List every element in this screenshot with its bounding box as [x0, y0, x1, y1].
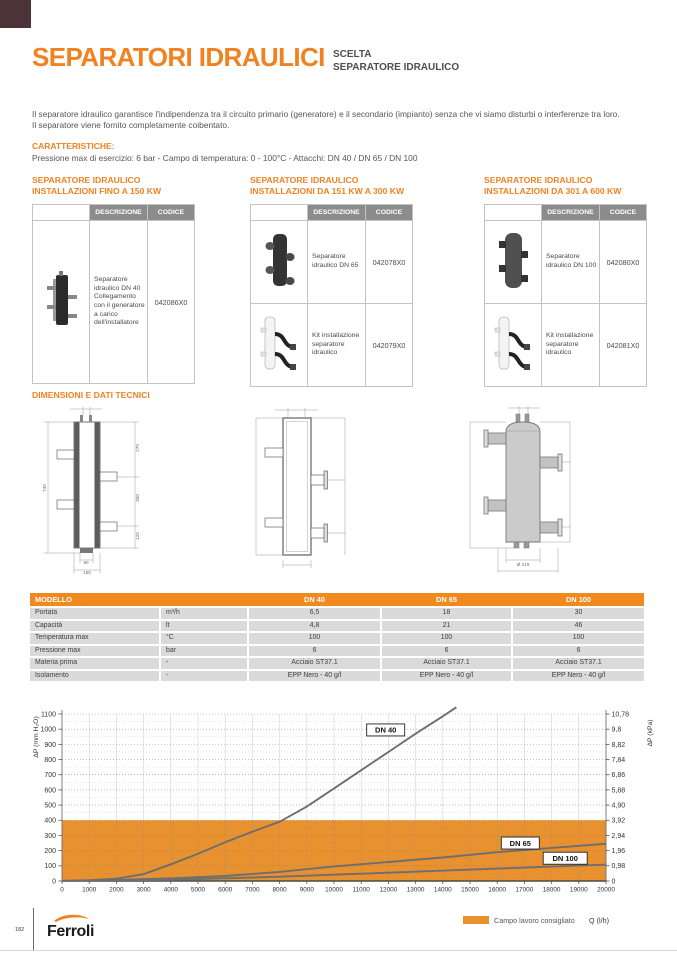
- product-description: Kit installazione separatore idraulico: [542, 304, 600, 387]
- y-tick-label-left: 500: [44, 802, 56, 810]
- x-axis-title: Q (l/h): [589, 916, 609, 925]
- column-header-codice: CODICE: [366, 205, 413, 221]
- y-tick-label-right: 9,8: [611, 726, 622, 734]
- drawing-dn65: [256, 408, 345, 568]
- dimension-label: 300: [135, 494, 140, 502]
- y-tick-label-right: 0,98: [611, 863, 626, 871]
- spec-row: [30, 671, 644, 682]
- product-table-dn100: [484, 204, 647, 387]
- spec-cell: 6,5: [249, 608, 380, 619]
- spec-cell: -: [161, 658, 247, 669]
- y-tick-label-left: 1000: [40, 726, 56, 734]
- x-tick-label: 11000: [352, 886, 370, 894]
- subtitle-line-2: SEPARATORE IDRAULICO: [333, 61, 460, 73]
- page-number: 182: [15, 927, 25, 933]
- photo-column-header: [251, 205, 308, 221]
- product-table-header-row: [33, 205, 195, 221]
- spec-cell: Acciaio ST37.1: [382, 658, 511, 669]
- dimensions-heading: DIMENSIONI E DATI TECNICI: [32, 390, 150, 400]
- product-code: 042086X0: [148, 221, 195, 384]
- product-description: Kit installazione separatore idraulico: [308, 304, 366, 387]
- logo-swoosh: [54, 915, 89, 922]
- spec-header-cell: DN 100: [565, 595, 592, 604]
- spec-cell: Isolamento: [30, 671, 159, 682]
- x-tick-label: 17000: [515, 886, 534, 894]
- x-tick-label: 0: [60, 886, 64, 894]
- spec-row: [30, 658, 644, 669]
- spec-cell: bar: [161, 646, 247, 657]
- y-axis-title-left: ΔP (mm H₂O): [33, 716, 40, 758]
- x-tick-label: 13000: [406, 886, 425, 894]
- product-photo: [251, 304, 308, 387]
- pressure-drop-chart: [0, 695, 677, 940]
- x-tick-label: 16000: [488, 886, 507, 894]
- y-tick-label-right: 5,88: [611, 787, 626, 795]
- spec-cell: 30: [513, 608, 644, 619]
- product-code: 042080X0: [600, 221, 647, 304]
- product-table-dn40: [32, 204, 195, 384]
- dimension-label: 150: [83, 570, 91, 575]
- spec-cell: °C: [161, 633, 247, 644]
- spec-cell: 4,8: [249, 621, 380, 632]
- photo-column-header: [33, 205, 90, 221]
- y-axis-title-right: ΔP (kPa): [647, 719, 654, 747]
- product-code: 042079X0: [366, 304, 413, 387]
- y-tick-label-left: 1100: [40, 711, 56, 719]
- spec-cell: 6: [513, 646, 644, 657]
- dimension-label: Ø 219: [516, 562, 530, 567]
- spec-row: [30, 608, 644, 619]
- spec-header-cell: DN 40: [304, 595, 325, 604]
- x-tick-label: 5000: [190, 886, 206, 894]
- x-tick-label: 1000: [82, 886, 97, 894]
- y-tick-label-left: 0: [52, 878, 56, 886]
- spec-header-cell: MODELLO: [35, 595, 72, 604]
- y-tick-label-right: 2,94: [611, 832, 626, 840]
- x-tick-label: 19000: [569, 886, 588, 894]
- x-tick-label: 6000: [218, 886, 233, 894]
- subtitle-line-1: SCELTA: [333, 49, 372, 60]
- y-tick-label-left: 800: [44, 756, 56, 764]
- y-tick-label-right: 1,96: [611, 848, 626, 856]
- product-table-dn65: [250, 204, 413, 387]
- series-label: DN 40: [375, 725, 397, 735]
- spec-cell: Pressione max: [30, 646, 159, 657]
- column-header-codice: CODICE: [148, 205, 195, 221]
- drawing-dn40: [44, 407, 139, 573]
- product-description: Separatore idraulico DN 100: [542, 221, 600, 304]
- spec-row: [30, 646, 644, 657]
- section-heading: SEPARATORE IDRAULICO INSTALLAZIONI FINO A 150 KW: [32, 175, 162, 196]
- spec-cell: 100: [249, 633, 380, 644]
- series-label: DN 100: [552, 854, 578, 864]
- product-photo: [485, 221, 542, 304]
- page-title: SEPARATORI IDRAULICI: [32, 42, 325, 72]
- spec-cell: Temperatura max: [30, 633, 159, 644]
- legend-band-label: Campo lavoro consigliato: [494, 916, 575, 925]
- y-tick-label-left: 200: [44, 848, 56, 856]
- x-tick-label: 18000: [542, 886, 561, 894]
- spec-row: [30, 633, 644, 644]
- y-tick-label-left: 600: [44, 787, 56, 795]
- spec-cell: Portata: [30, 608, 159, 619]
- spec-cell: EPP Nero - 40 g/l: [513, 671, 644, 682]
- column-header-descrizione: DESCRIZIONE: [308, 205, 366, 221]
- technical-drawings: [0, 400, 677, 590]
- features-text: Pressione max di esercizio: 6 bar - Campo di temperatura: 0 - 100°C - Attacchi: DN 40 / DN 65 / DN 100: [32, 153, 418, 163]
- product-section-dn100: [484, 175, 644, 387]
- spec-cell: Materia prima: [30, 658, 159, 669]
- product-code: 042081X0: [600, 304, 647, 387]
- y-tick-label-right: 7,84: [611, 756, 626, 764]
- x-tick-label: 14000: [433, 886, 452, 894]
- y-tick-label-left: 700: [44, 772, 56, 780]
- product-description: Separatore idraulico DN 65: [308, 221, 366, 304]
- dimension-label: 270: [135, 444, 140, 452]
- product-row: [33, 221, 195, 384]
- spec-cell: Capacità: [30, 621, 159, 632]
- dimension-label: 740: [42, 484, 47, 492]
- product-section-dn40: [32, 175, 192, 384]
- intro-paragraph: [32, 109, 620, 130]
- legend-band-swatch: [463, 916, 489, 924]
- spec-cell: 6: [382, 646, 511, 657]
- column-header-descrizione: DESCRIZIONE: [90, 205, 148, 221]
- x-tick-label: 12000: [379, 886, 398, 894]
- spec-cell: Acciaio ST37.1: [513, 658, 644, 669]
- product-row: [251, 221, 413, 304]
- y-tick-label-right: 3,92: [611, 817, 626, 825]
- page-subtitle: [333, 49, 459, 74]
- ferroli-logo-graphic: [44, 913, 106, 943]
- page-bottom-edge: [0, 950, 677, 951]
- spec-cell: 46: [513, 621, 644, 632]
- product-photo: [33, 221, 90, 384]
- section-heading: SEPARATORE IDRAULICO INSTALLAZIONI DA 301 A 600 KW: [484, 175, 622, 196]
- product-row: [485, 304, 647, 387]
- y-tick-label-right: 10,78: [611, 711, 630, 719]
- spec-cell: m³/h: [161, 608, 247, 619]
- product-row: [251, 304, 413, 387]
- dimension-label: 90: [83, 560, 89, 565]
- dimension-label: 120: [135, 532, 140, 540]
- footer-divider: [33, 908, 34, 950]
- series-label: DN 65: [509, 838, 531, 848]
- photo-column-header: [485, 205, 542, 221]
- drawing-dn100: [470, 406, 570, 573]
- product-row: [485, 221, 647, 304]
- spec-cell: 6: [249, 646, 380, 657]
- y-tick-label-right: 0: [611, 878, 616, 886]
- y-tick-label-right: 8,82: [611, 741, 626, 749]
- y-tick-label-left: 100: [44, 863, 56, 871]
- corner-accent-square: [0, 0, 31, 28]
- y-tick-label-left: 400: [44, 817, 56, 825]
- spec-cell: EPP Nero - 40 g/l: [382, 671, 511, 682]
- column-header-codice: CODICE: [600, 205, 647, 221]
- x-tick-label: 20000: [597, 886, 615, 894]
- product-table-header-row: [251, 205, 413, 221]
- logo-wordmark: Ferroli: [47, 923, 94, 940]
- column-header-descrizione: DESCRIZIONE: [542, 205, 600, 221]
- x-tick-label: 9000: [299, 886, 314, 894]
- spec-cell: -: [161, 671, 247, 682]
- x-tick-label: 3000: [136, 886, 151, 894]
- product-photo: [485, 304, 542, 387]
- intro-line-1: Il separatore idraulico garantisce l'indipendenza tra il circuito primario (generatore) e il secondario (impianto) senza che vi siamo disturbi o interferenze tra loro.: [32, 109, 620, 119]
- y-tick-label-right: 6,86: [611, 772, 626, 780]
- spec-table: [30, 593, 644, 681]
- y-tick-label-right: 4,90: [611, 802, 626, 810]
- x-tick-label: 4000: [163, 886, 178, 894]
- x-tick-label: 10000: [325, 886, 343, 894]
- spec-cell: 21: [382, 621, 511, 632]
- x-tick-label: 2000: [109, 886, 124, 894]
- spec-cell: lt: [161, 621, 247, 632]
- ferroli-logo: [44, 913, 106, 948]
- spec-header-row: [30, 593, 644, 606]
- product-description: Separatore idraulico DN 40 Collegamento con il generatore a carico dell'installatore: [90, 221, 148, 384]
- product-photo: [251, 221, 308, 304]
- y-tick-label-left: 300: [44, 832, 56, 840]
- x-tick-label: 8000: [272, 886, 287, 894]
- spec-cell: 18: [382, 608, 511, 619]
- x-tick-label: 7000: [245, 886, 260, 894]
- spec-cell: 100: [513, 633, 644, 644]
- x-tick-label: 15000: [461, 886, 479, 894]
- y-tick-label-left: 900: [44, 741, 56, 749]
- product-code: 042078X0: [366, 221, 413, 304]
- spec-cell: 100: [382, 633, 511, 644]
- product-section-dn65: [250, 175, 410, 387]
- product-table-header-row: [485, 205, 647, 221]
- intro-line-2: Il separatore viene fornito completamente coibentato.: [32, 119, 230, 130]
- section-heading: SEPARATORE IDRAULICO INSTALLAZIONI DA 151 KW A 300 KW: [250, 175, 405, 196]
- spec-cell: EPP Nero - 40 g/l: [249, 671, 380, 682]
- spec-header-cell: [161, 593, 247, 606]
- spec-header-cell: DN 65: [436, 595, 457, 604]
- features-heading: CARATTERISTICHE:: [32, 141, 115, 151]
- spec-cell: Acciaio ST37.1: [249, 658, 380, 669]
- spec-row: [30, 621, 644, 632]
